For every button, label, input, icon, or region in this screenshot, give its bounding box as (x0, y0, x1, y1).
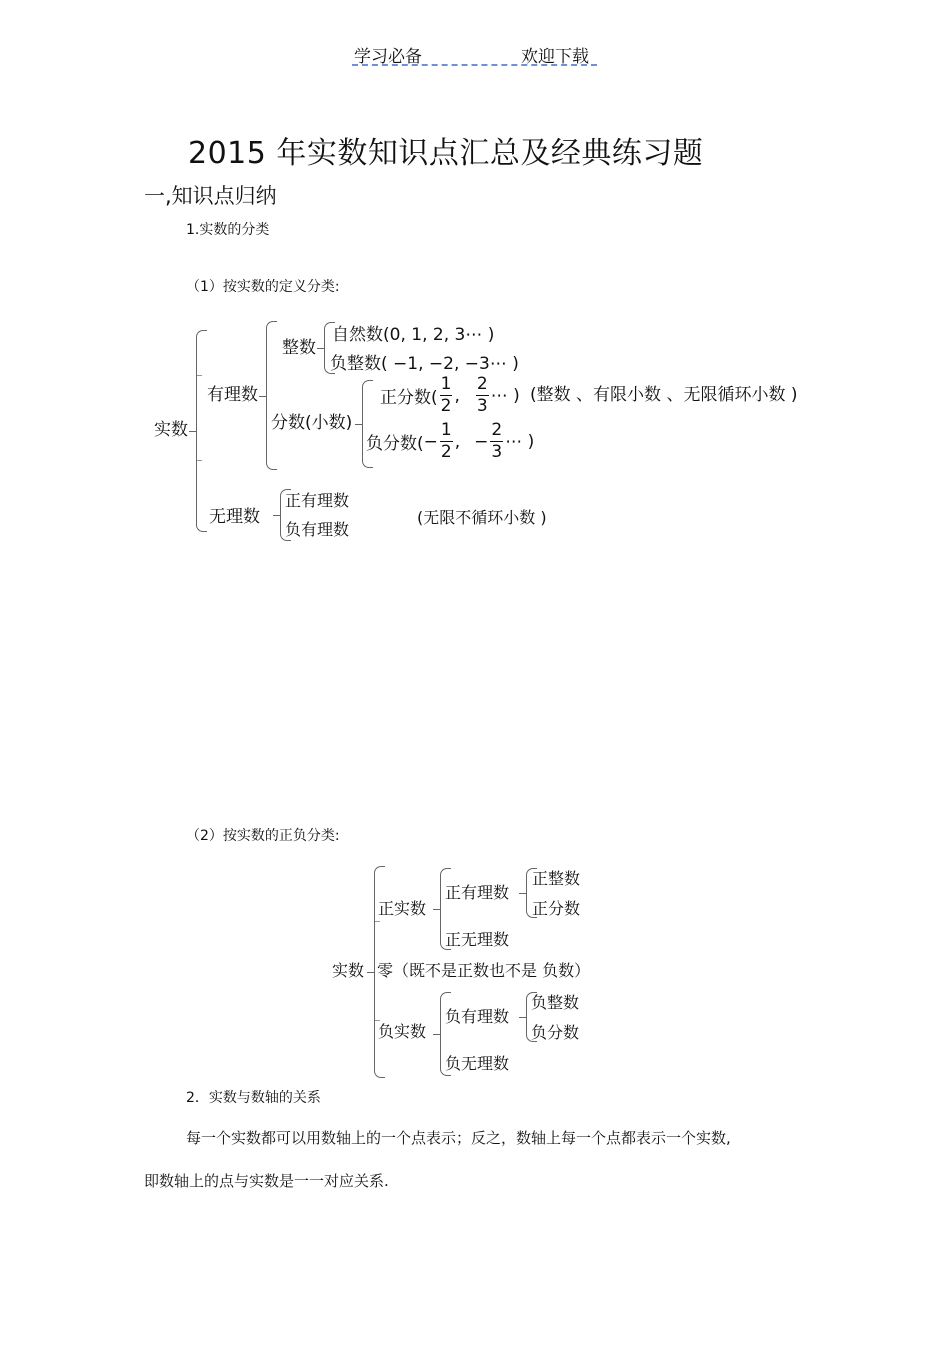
frac-denominator: 3 (476, 396, 488, 416)
tree1-irrational: 无理数 (209, 507, 260, 527)
tree2-neg-frac: 负分数 (531, 1023, 580, 1042)
frac-denominator: 3 (491, 442, 503, 462)
tree2-neg-int: 负整数 (531, 993, 580, 1012)
subheading-classification: 1.实数的分类 (186, 222, 270, 238)
paragraph-line-1: 每一个实数都可以用数轴上的一个点表示；反之，数轴上每一个点都表示一个实数, (186, 1129, 731, 1147)
fraction-two-thirds (476, 376, 489, 415)
tree1-pos-fraction (380, 376, 520, 415)
header-divider (352, 64, 597, 66)
tree1-fraction: 分数(小数) (271, 413, 353, 433)
tree2-negative: 负实数 (378, 1022, 427, 1041)
tree2-root: 实数 (332, 961, 365, 980)
subheading-by-sign: （2）按实数的正负分类: (186, 828, 340, 844)
frac-separator: , (454, 385, 460, 406)
neg-fraction-label: 负分数( (366, 434, 424, 454)
frac-separator: , (454, 431, 461, 452)
brace-tick (197, 375, 202, 376)
fraction-neg-two-thirds (490, 422, 503, 461)
tree1-natural: 自然数(0, 1, 2, 3⋯ ) (332, 325, 495, 345)
tree2-zero: 零（既不是正数也不是 负数） (377, 961, 591, 980)
tree1-neg-irr: 负有理数 (285, 520, 350, 539)
tree1-rational-note: (整数 、有限小数 、无限循环小数 ) (530, 385, 798, 405)
tree2-pos-irr: 正无理数 (445, 930, 510, 949)
paragraph-line-2: 即数轴上的点与实数是一一对应关系. (144, 1172, 389, 1190)
tree2-pos-int: 正整数 (532, 869, 581, 888)
tree2-pos-rational: 正有理数 (445, 883, 510, 902)
tree1-neg-fraction (366, 422, 534, 461)
subheading-number-line: 2．实数与数轴的关系 (186, 1090, 321, 1106)
section-heading: 一,知识点归纳 (144, 184, 277, 208)
frac-numerator: 2 (476, 374, 488, 394)
frac-denominator: 2 (440, 442, 452, 462)
tree2-pos-frac: 正分数 (532, 899, 581, 918)
brace-tick (375, 921, 380, 922)
fraction-neg-one-half (440, 422, 453, 461)
tree1-rational: 有理数 (207, 385, 258, 405)
frac-ellipsis: ⋯ ) (490, 385, 520, 406)
tree2-neg-irr: 负无理数 (445, 1054, 510, 1073)
frac-numerator: 1 (440, 420, 452, 440)
tree1-neg-integer: 负整数( −1, −2, −3⋯ ) (330, 354, 519, 374)
brace-tick (197, 460, 202, 461)
frac-numerator: 2 (491, 420, 503, 440)
frac-denominator: 2 (440, 396, 452, 416)
fraction-one-half (440, 376, 453, 415)
subheading-by-definition: （1）按实数的定义分类: (186, 279, 340, 295)
tree1-irr-note: (无限不循环小数 ) (417, 508, 547, 527)
neg-sign: − (423, 431, 438, 452)
frac-ellipsis: ⋯ ) (505, 431, 535, 452)
tree1-rational-brace (266, 321, 277, 470)
pos-fraction-label: 正分数( (380, 388, 438, 408)
tree1-integer: 整数 (282, 338, 316, 358)
tree2-positive: 正实数 (378, 899, 427, 918)
tree1-root: 实数 (154, 420, 188, 440)
neg-sign: − (474, 431, 489, 452)
frac-numerator: 1 (440, 374, 452, 394)
tree1-pos-irr: 正有理数 (285, 491, 350, 510)
tree1-root-brace (196, 330, 207, 532)
page-title: 2015 年实数知识点汇总及经典练习题 (188, 136, 704, 171)
header-right: 欢迎下载 (521, 47, 589, 67)
tree2-neg-rational: 负有理数 (445, 1007, 510, 1026)
header-left: 学习必备 (354, 47, 422, 67)
